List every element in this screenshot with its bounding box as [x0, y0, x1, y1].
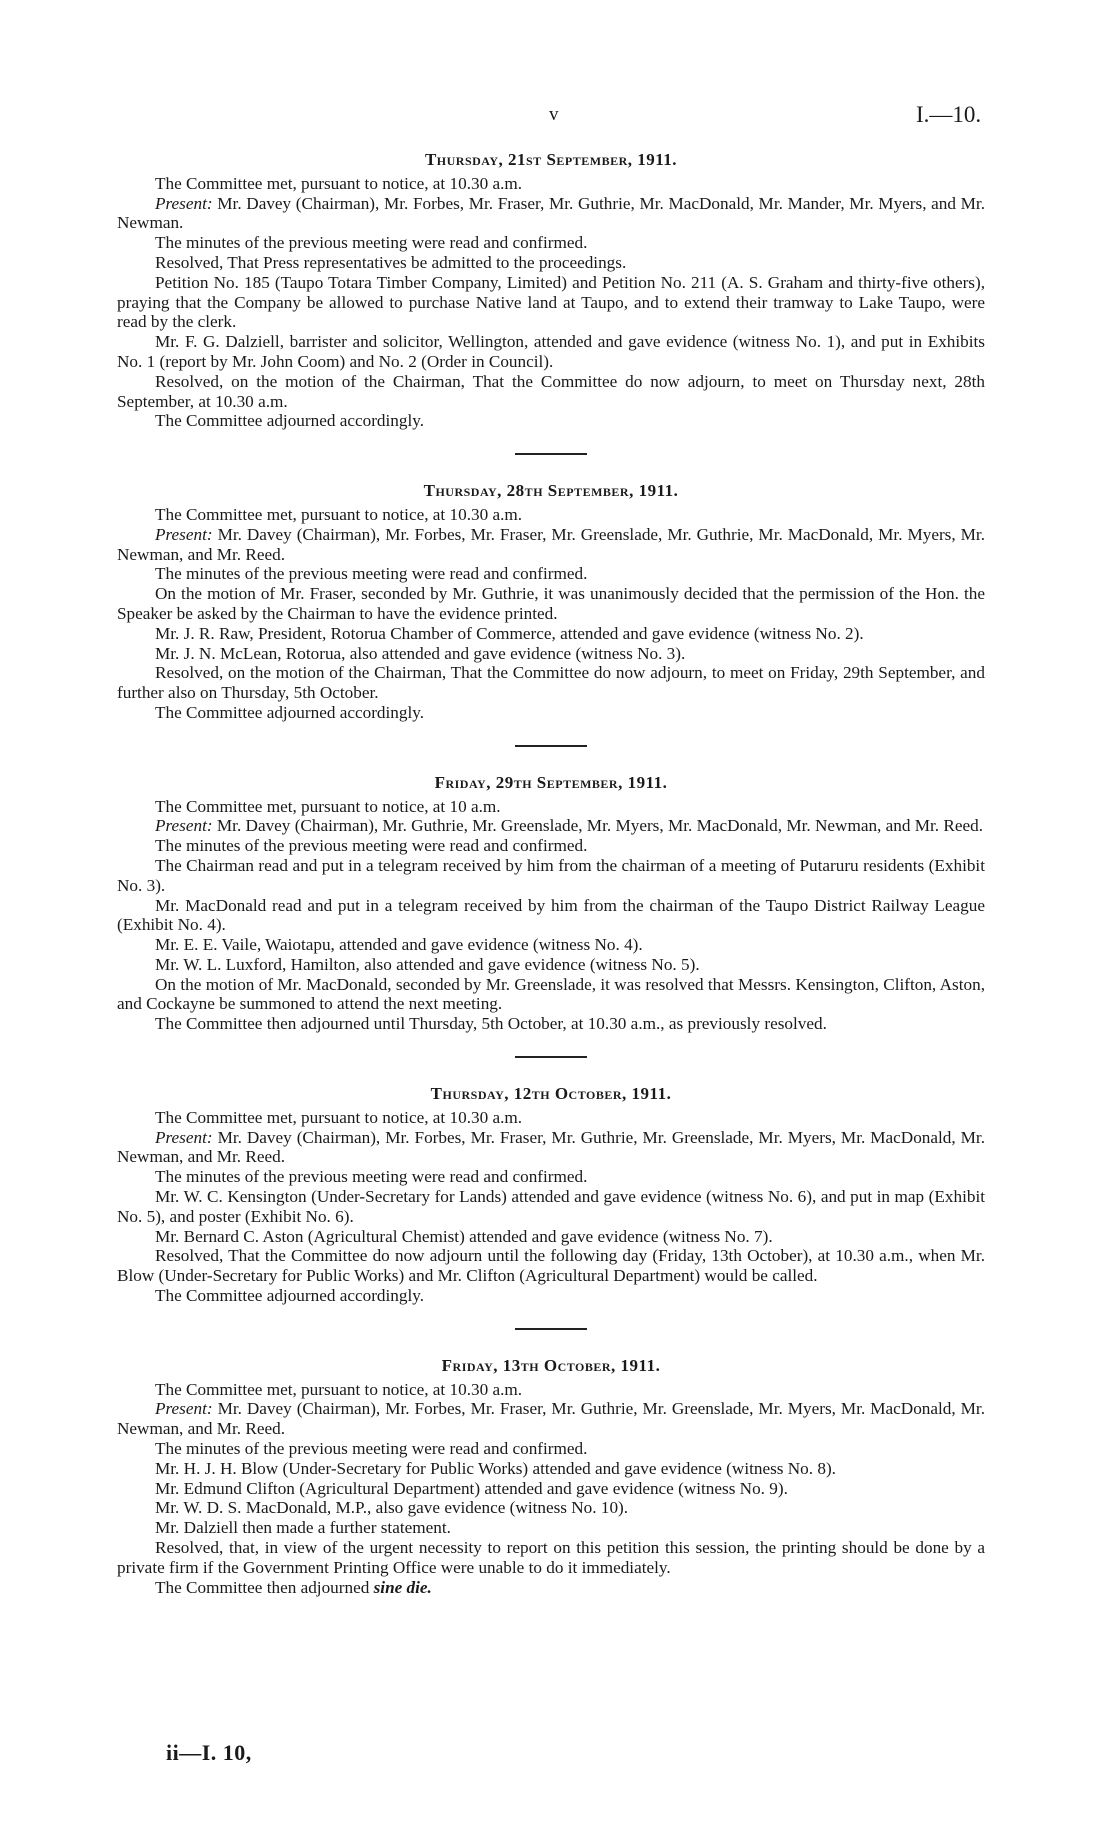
- meeting-date-heading: Friday, 13th October, 1911.: [441, 1355, 661, 1375]
- meeting-section: [117, 1084, 985, 1306]
- meeting-date-heading: Thursday, 21st September, 1911.: [424, 150, 678, 169]
- section-divider: [515, 745, 587, 747]
- minutes-paragraph: The Committee then adjourned until Thursday, 5th October, at 10.30 a.m., as previously resolved.: [155, 1014, 827, 1034]
- attendance-list: Mr. Davey (Chairman), Mr. Forbes, Mr. Fraser, Mr. Guthrie, Mr. Greenslade, Mr. Myers, Mr. MacDonald, Mr. Newman, and Mr. Reed.: [117, 1399, 985, 1439]
- minutes-paragraph: Mr. Dalziell then made a further statement.: [155, 1518, 451, 1538]
- minutes-paragraph: Resolved, That the Committee do now adjourn until the following day (Friday, 13th October), at 10.30 a.m., when Mr. Blow (Under-Secretary for Public Works) and Mr. Clifton (Agricultural Department) would be called.: [117, 1246, 985, 1286]
- sine-die: sine die.: [373, 1577, 432, 1597]
- minutes-paragraph: The Committee adjourned accordingly.: [155, 411, 425, 431]
- meeting-section: [117, 481, 985, 723]
- meeting-date-heading: Friday, 29th September, 1911.: [434, 772, 668, 792]
- attendance-list: Mr. Davey (Chairman), Mr. Forbes, Mr. Fraser, Mr. Guthrie, Mr. MacDonald, Mr. Mander, Mr. Myers, and Mr. Newman.: [117, 193, 985, 233]
- attendance-paragraph: [117, 194, 985, 234]
- minutes-paragraph: Resolved, on the motion of the Chairman, That the Committee do now adjourn, to meet on Friday, 29th September, and further also on Thursday, 5th October.: [117, 663, 985, 703]
- minutes-paragraph: Mr. J. N. McLean, Rotorua, also attended and gave evidence (witness No. 3).: [155, 643, 686, 663]
- minutes-paragraph: Mr. J. R. Raw, President, Rotorua Chamber of Commerce, attended and gave evidence (witness No. 2).: [155, 623, 864, 643]
- minutes-paragraph: Mr. F. G. Dalziell, barrister and solicitor, Wellington, attended and gave evidence (witness No. 1), and put in Exhibits No. 1 (report by Mr. John Coom) and No. 2 (Order in Council).: [117, 332, 985, 371]
- meeting-section: [117, 773, 985, 1034]
- minutes-paragraph: Resolved, on the motion of the Chairman, That the Committee do now adjourn, to meet on Thursday next, 28th September, at 10.30 a.m.: [117, 371, 985, 411]
- attendance-paragraph: [117, 1399, 985, 1439]
- attendance-list: Mr. Davey (Chairman), Mr. Guthrie, Mr. Greenslade, Mr. Myers, Mr. MacDonald, Mr. Newman, and Mr. Reed.: [216, 816, 984, 836]
- minutes-paragraph: Mr. Bernard C. Aston (Agricultural Chemist) attended and gave evidence (witness No. 7).: [155, 1226, 773, 1246]
- minutes-paragraph: The Chairman read and put in a telegram received by him from the chairman of a meeting of Putaruru residents (Exhibit No. 3).: [117, 855, 985, 895]
- minutes-paragraph: Mr. MacDonald read and put in a telegram received by him from the chairman of the Taupo District Railway League (Exhibit No. 4).: [117, 895, 985, 935]
- minutes-paragraph: Mr. Edmund Clifton (Agricultural Department) attended and gave evidence (witness No. 9).: [155, 1478, 788, 1498]
- attendance-list: Mr. Davey (Chairman), Mr. Forbes, Mr. Fraser, Mr. Greenslade, Mr. Guthrie, Mr. MacDonald, Mr. Myers, Mr. Newman, and Mr. Reed.: [117, 524, 985, 564]
- meeting-section: [117, 1356, 985, 1598]
- present-label: Present:: [155, 1399, 213, 1419]
- document-reference: I.—10.: [916, 102, 982, 127]
- present-label: Present:: [155, 524, 213, 544]
- minutes-paragraph: The minutes of the previous meeting were read and confirmed.: [155, 1167, 588, 1187]
- minutes-paragraph: The Committee met, pursuant to notice, at 10.30 a.m.: [155, 1107, 523, 1127]
- minutes-paragraph: The Committee adjourned accordingly.: [155, 1286, 425, 1306]
- meeting-date-heading: Thursday, 12th October, 1911.: [430, 1084, 672, 1104]
- minutes-paragraph: The Committee met, pursuant to notice, at 10.30 a.m.: [155, 504, 523, 524]
- closing-text: The Committee then adjourned: [155, 1577, 370, 1597]
- minutes-paragraph: The Committee met, pursuant to notice, at 10.30 a.m.: [155, 173, 523, 193]
- minutes-paragraph: The minutes of the previous meeting were read and confirmed.: [155, 1439, 588, 1459]
- present-label: Present:: [155, 1127, 213, 1147]
- section-divider: [515, 453, 587, 455]
- minutes-paragraph: On the motion of Mr. MacDonald, seconded by Mr. Greenslade, it was resolved that Messrs. Kensington, Clifton, Aston, and Cockayne be summoned to attend the next meeting.: [117, 974, 985, 1014]
- minutes-paragraph: The Committee met, pursuant to notice, at 10.30 a.m.: [155, 1379, 523, 1399]
- attendance-list: Mr. Davey (Chairman), Mr. Forbes, Mr. Fraser, Mr. Guthrie, Mr. Greenslade, Mr. Myers, Mr. MacDonald, Mr. Newman, and Mr. Reed.: [117, 1127, 985, 1167]
- minutes-paragraph: Mr. E. E. Vaile, Waiotapu, attended and gave evidence (witness No. 4).: [155, 935, 643, 955]
- minutes-paragraph: The minutes of the previous meeting were read and confirmed.: [155, 233, 588, 253]
- minutes-paragraph: Petition No. 185 (Taupo Totara Timber Company, Limited) and Petition No. 211 (A. S. Graham and thirty-five others), praying that the Company be allowed to purchase Native land at Taupo, and to extend their tramway to Lake Taupo, were read by the clerk.: [117, 272, 985, 332]
- minutes-paragraph: Mr. W. C. Kensington (Under-Secretary for Lands) attended and gave evidence (witness No. 6), and put in map (Exhibit No. 5), and poster (Exhibit No. 6).: [117, 1187, 985, 1226]
- minutes-paragraph: The Committee met, pursuant to notice, at 10 a.m.: [155, 796, 501, 816]
- present-label: Present:: [155, 193, 213, 213]
- section-divider: [515, 1056, 587, 1058]
- minutes-paragraph: Resolved, That Press representatives be admitted to the proceedings.: [155, 252, 627, 272]
- minutes-paragraph: The Committee adjourned accordingly.: [155, 702, 425, 722]
- closing-paragraph: [117, 1578, 985, 1598]
- minutes-paragraph: Mr. W. D. S. MacDonald, M.P., also gave evidence (witness No. 10).: [155, 1498, 629, 1518]
- attendance-paragraph: [117, 525, 985, 565]
- present-label: Present:: [155, 816, 213, 836]
- page-number: v: [549, 104, 559, 125]
- minutes-paragraph: The minutes of the previous meeting were read and confirmed.: [155, 564, 588, 584]
- minutes-paragraph: On the motion of Mr. Fraser, seconded by Mr. Guthrie, it was unanimously decided that the permission of the Hon. the Speaker be asked by the Chairman to have the evidence printed.: [117, 584, 985, 623]
- section-divider: [515, 1328, 587, 1330]
- minutes-body: [117, 150, 985, 1597]
- attendance-paragraph: [117, 816, 985, 836]
- meeting-section: [117, 150, 985, 431]
- minutes-paragraph: Resolved, that, in view of the urgent necessity to report on this petition this session, the printing should be done by a private firm if the Government Printing Office were unable to do it immediately.: [117, 1538, 985, 1577]
- minutes-paragraph: Mr. H. J. H. Blow (Under-Secretary for Public Works) attended and gave evidence (witness No. 8).: [155, 1458, 836, 1478]
- minutes-paragraph: The minutes of the previous meeting were read and confirmed.: [155, 836, 588, 856]
- attendance-paragraph: [117, 1128, 985, 1168]
- meeting-date-heading: Thursday, 28th September, 1911.: [423, 481, 679, 501]
- footer-signature: ii—I. 10,: [166, 1740, 252, 1765]
- minutes-paragraph: Mr. W. L. Luxford, Hamilton, also attended and gave evidence (witness No. 5).: [155, 954, 700, 974]
